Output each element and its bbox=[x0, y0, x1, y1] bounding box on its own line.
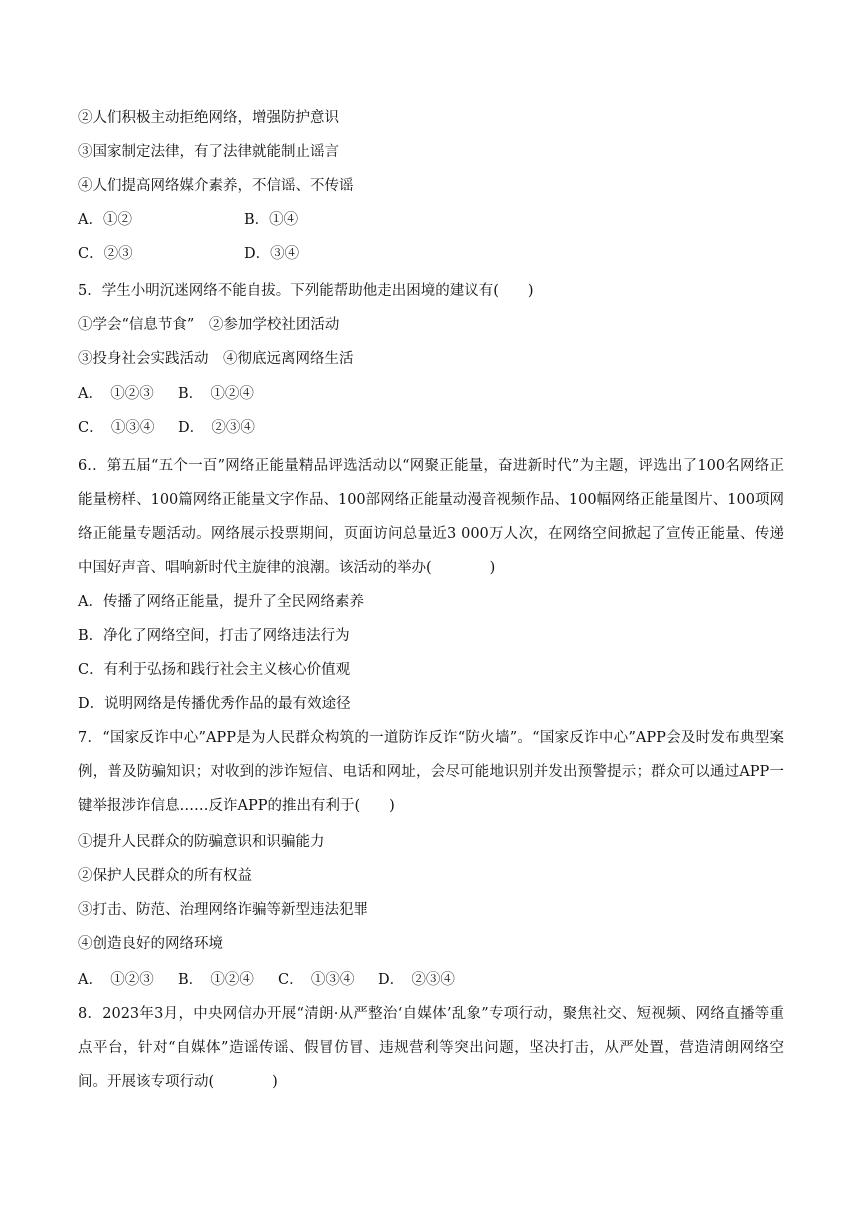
q6-choice-d: D．说明网络是传播优秀作品的最有效途径 bbox=[78, 696, 351, 712]
q4-option-2: ②人们积极主动拒绝网络，增强防护意识 bbox=[78, 110, 339, 126]
q5-stem: 5．学生小明沉迷网络不能自拔。下列能帮助他走出困境的建议有( ) bbox=[78, 283, 534, 299]
q4-choice-d: D．③④ bbox=[244, 246, 300, 262]
q4-choices-row-1 bbox=[78, 210, 298, 230]
q7-option-3: ③打击、防范、治理网络诈骗等新型违法犯罪 bbox=[78, 902, 368, 918]
q7-choice-b: B． ①②④ bbox=[178, 972, 254, 988]
q5-choice-a: A． ①②③ bbox=[78, 386, 154, 402]
q4-choice-b: B．①④ bbox=[244, 212, 299, 228]
q7-option-4: ④创造良好的网络环境 bbox=[78, 936, 223, 952]
q5-choice-c: C． ①③④ bbox=[78, 420, 155, 436]
q6-choice-c: C．有利于弘扬和践行社会主义核心价值观 bbox=[78, 662, 351, 678]
q7-choice-a: A． ①②③ bbox=[78, 972, 154, 988]
q8-stem: 8．2023年3月，中央网信办开展“清朗·从严整治‘自媒体’乱象”专项行动，聚焦社交、短视频、网络直播等重点平台，针对“自媒体”造谣传谣、假冒仿冒、违规营利等突出问题，坚决打击，从严处置，营造清朗网络空间。开展该专项行动( ) bbox=[78, 1006, 784, 1090]
q6-choice-a: A．传播了网络正能量，提升了全民网络素养 bbox=[78, 594, 364, 610]
q4-choice-c: C．②③ bbox=[78, 246, 133, 262]
q7-choices-row bbox=[78, 970, 455, 990]
q4-choices-row-2 bbox=[78, 244, 299, 264]
q5-options-1-2: ①学会“信息节食” ②参加学校社团活动 bbox=[78, 317, 340, 333]
q5-choice-b: B． ①②④ bbox=[178, 386, 254, 402]
q5-options-3-4: ③投身社会实践活动 ④彻底远离网络生活 bbox=[78, 351, 354, 367]
q5-choice-d: D． ②③④ bbox=[178, 420, 255, 436]
q4-choice-a: A．①② bbox=[78, 212, 132, 228]
q6-choice-b: B．净化了网络空间，打击了网络违法行为 bbox=[78, 628, 350, 644]
q4-option-4: ④人们提高网络媒介素养，不信谣、不传谣 bbox=[78, 178, 354, 194]
q7-option-2: ②保护人民群众的所有权益 bbox=[78, 868, 252, 884]
q7-choice-c: C． ①③④ bbox=[278, 972, 355, 988]
q7-stem: 7．“国家反诈中心”APP是为人民群众构筑的一道防诈反诈“防火墙”。“国家反诈中心”APP会及时发布典型案例，普及防骗知识；对收到的涉诈短信、电话和网址，会尽可能地识别并发出预警提示；群众可以通过APP一键举报涉诈信息……反诈APP的推出有利于( ) bbox=[78, 730, 784, 814]
q5-choices-row-1 bbox=[78, 384, 254, 404]
q4-option-3: ③国家制定法律，有了法律就能制止谣言 bbox=[78, 144, 339, 160]
q7-option-1: ①提升人民群众的防骗意识和识骗能力 bbox=[78, 834, 325, 850]
q7-choice-d: D． ②③④ bbox=[378, 972, 455, 988]
q6-stem: 6.．第五届“五个一百”网络正能量精品评选活动以“网聚正能量，奋进新时代”为主题，评选出了100名网络正能量榜样、100篇网络正能量文字作品、100部网络正能量动漫音视频作品、100幅网络正能量图片、100项网络正能量专题活动。网络展示投票期间，页面访问总量近3 000万人次，在网络空间掀起了宣传正能量、传递中国好声音、唱响新时代主旋律的浪潮。该活动的举办( ) bbox=[78, 458, 784, 576]
q5-choices-row-2 bbox=[78, 418, 255, 438]
